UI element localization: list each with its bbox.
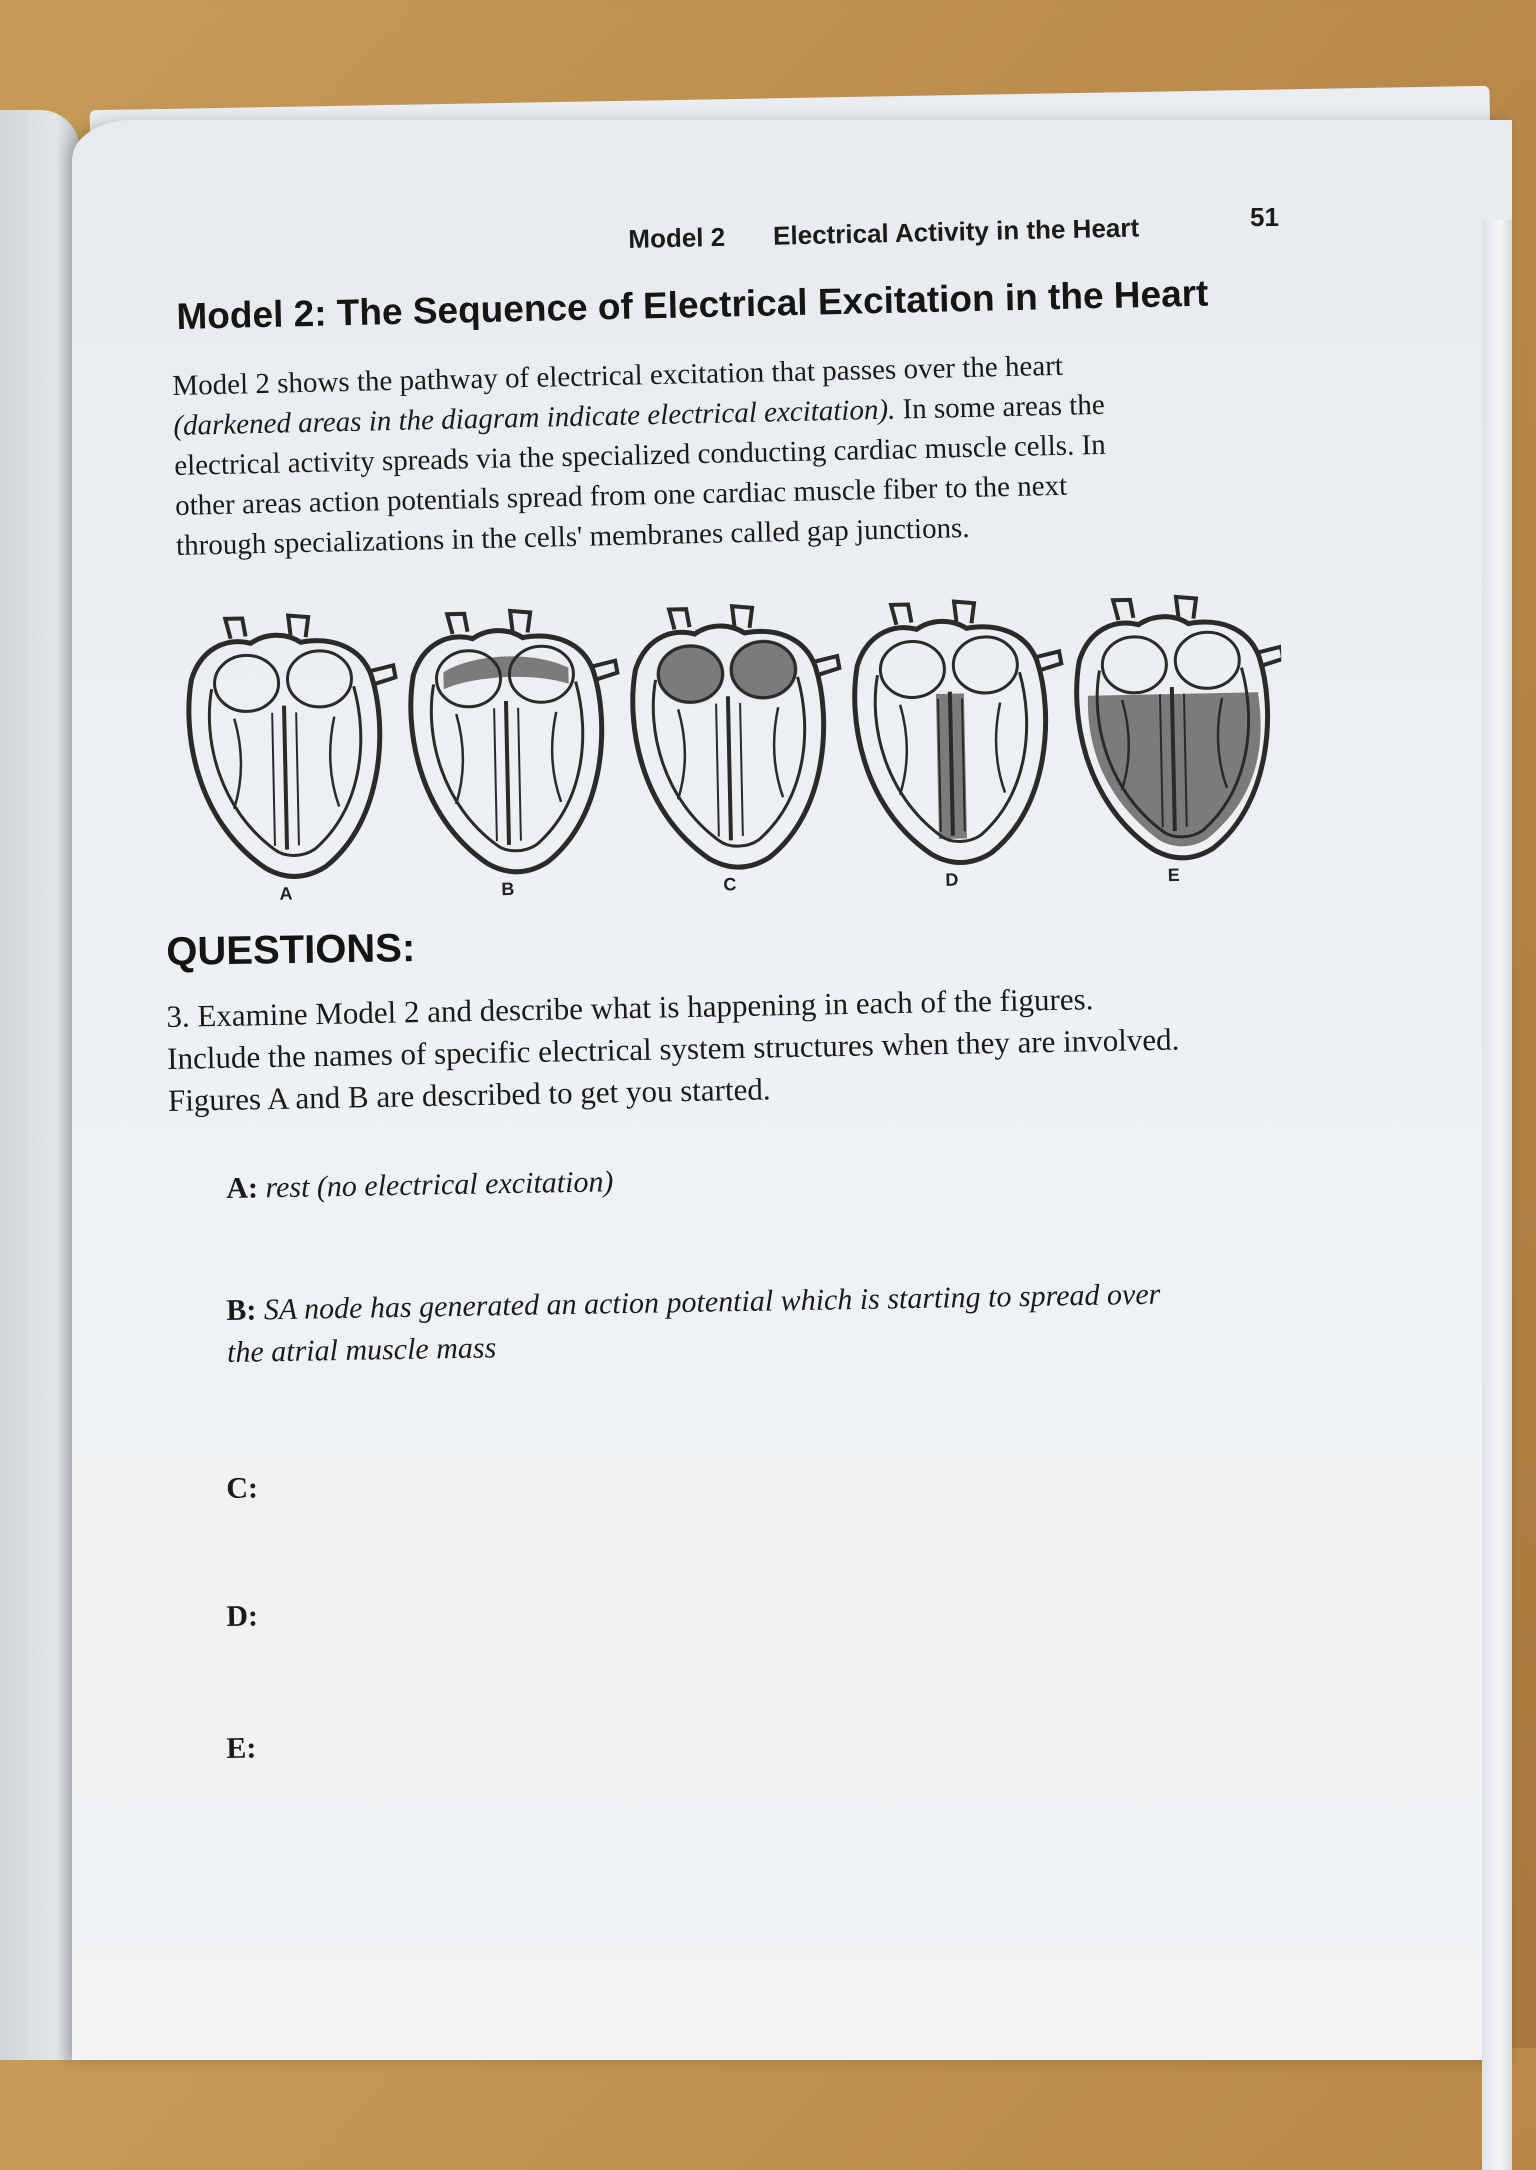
intro-line-4: other areas action potentials spread from one cardiac muscle fiber to the next — [174, 469, 1068, 522]
intro-line-5: through specializations in the cells' membranes called gap junctions. — [175, 511, 970, 562]
intro-line-1: Model 2 shows the pathway of electrical excitation that passes over the heart — [172, 349, 1064, 402]
answer-a-text: rest (no electrical excitation) — [265, 1165, 614, 1205]
figure-label-d: D — [945, 869, 959, 890]
heart-excitation-figure — [170, 587, 1286, 910]
question-3-line-2: Include the names of specific electrical system structures when they are involved. — [166, 1021, 1180, 1076]
figure-label-a: A — [279, 883, 293, 904]
questions-heading: QUESTIONS: — [166, 926, 416, 974]
answer-d[interactable] — [226, 1595, 258, 1638]
question-3-line-3: Figures A and B are described to get you started. — [167, 1071, 771, 1118]
running-head-section: Electrical Activity in the Heart — [772, 212, 1140, 251]
page-edge — [1482, 220, 1512, 2170]
heart-figure-c — [631, 604, 844, 869]
answer-a-letter: A: — [226, 1171, 259, 1205]
answer-d-letter: D: — [226, 1599, 259, 1633]
page-number: 51 — [1250, 202, 1279, 232]
question-3-line-1: 3. Examine Model 2 and describe what is happening in each of the figures. — [166, 981, 1094, 1034]
heart-figure-d — [853, 599, 1066, 864]
answer-c-letter: C: — [226, 1471, 259, 1505]
answer-b-text-2: the atrial muscle mass — [226, 1331, 497, 1369]
answer-b-letter: B: — [226, 1293, 257, 1327]
figure-label-e: E — [1167, 864, 1180, 886]
heart-figure-b — [409, 609, 622, 874]
figure-label-b: B — [501, 878, 515, 900]
answer-e-letter: E: — [226, 1731, 257, 1765]
figure-label-c: C — [723, 874, 737, 895]
intro-line-3: electrical activity spreads via the specialized conducting cardiac muscle cells. In — [173, 428, 1107, 482]
answer-e[interactable] — [226, 1727, 257, 1770]
page-title: Model 2: The Sequence of Electrical Excitation in the Heart — [176, 272, 1209, 337]
heart-figure-e — [1075, 595, 1286, 860]
intro-line-2-rest: In some areas the — [894, 388, 1105, 426]
answer-c[interactable] — [226, 1467, 258, 1510]
heart-figure-a — [187, 613, 400, 878]
running-head-model: Model 2 — [628, 221, 726, 254]
question-3 — [166, 974, 1298, 1122]
intro-italic-note: (darkened areas in the diagram indicate electrical excitation). — [172, 393, 896, 442]
left-page — [0, 110, 80, 2060]
heart-diagrams-svg — [170, 587, 1286, 910]
intro-paragraph — [172, 342, 1236, 566]
answer-a — [226, 1161, 614, 1210]
answer-b-text-1: SA node has generated an action potential which is starting to spread over — [263, 1277, 1161, 1327]
